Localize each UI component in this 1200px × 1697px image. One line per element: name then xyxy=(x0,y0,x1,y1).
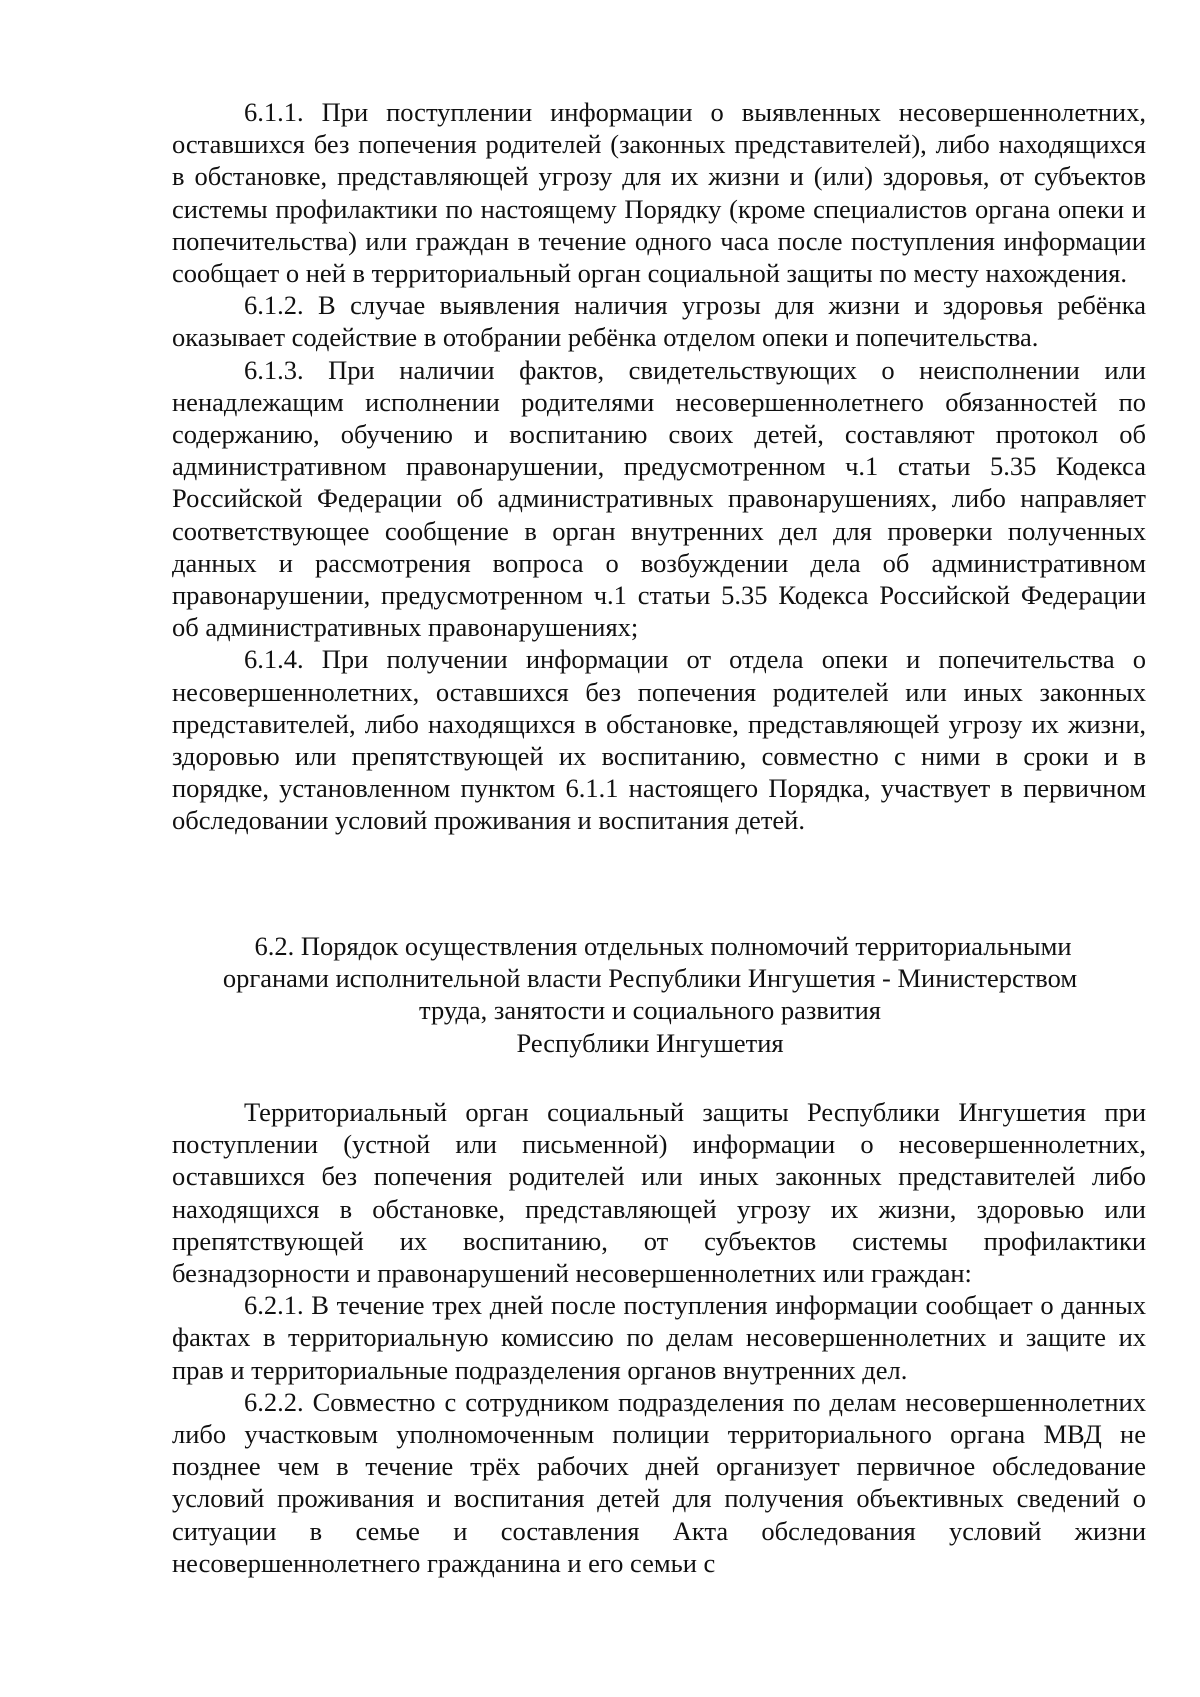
section-heading-line-4: Республики Ингушетия xyxy=(516,1027,784,1058)
paragraph-6-2-1: 6.2.1. В течение трех дней после поступления информации сообщает о данных фактах в территориальную комиссию по делам несовершеннолетних и защите их прав и территориальные подразделения органов внутренних дел. xyxy=(172,1290,1146,1385)
top-text-block xyxy=(172,96,1146,837)
section-heading-line-1: 6.2. Порядок осуществления отдельных полномочий территориальными xyxy=(254,931,1072,961)
paragraph-6-1-1: 6.1.1. При поступлении информации о выявленных несовершеннолетних, оставшихся без попечения родителей (законных представителей), либо находящихся в обстановке, представляющей угрозу для их жизни и (или) здоровья, от субъектов системы профилактики по настоящему Порядку (кроме специалистов органа опеки и попечительства) или граждан в течение одного часа после поступления информации сообщает о ней в территориальный орган социальной защиты по месту нахождения. xyxy=(172,97,1146,289)
section-heading-6-2 xyxy=(150,930,1150,1059)
section-heading-line-2: органами исполнительной власти Республики Ингушетия - Министерством xyxy=(222,963,1078,994)
paragraph-6-2-2: 6.2.2. Совместно с сотрудником подразделения по делам несовершеннолетних либо участковым уполномоченным полиции территориального органа МВД не позднее чем в течение трёх рабочих дней организует первичное обследование условий проживания и воспитания детей для получения объективных сведений о ситуации в семье и составления Акта обследования условий жизни несовершеннолетнего гражданина и его семьи с xyxy=(172,1386,1146,1578)
paragraph-intro-6-2: Территориальный орган социальный защиты Республики Ингушетия при поступлении (устной или письменной) информации о несовершеннолетних, оставшихся без попечения родителей или иных законных представителей либо находящихся в обстановке, представляющей угрозу их жизни, здоровью или препятствующей их воспитанию, от субъектов системы профилактики безнадзорности и правонарушений несовершеннолетних или граждан: xyxy=(172,1097,1146,1289)
paragraph-6-1-2: 6.1.2. В случае выявления наличия угрозы для жизни и здоровья ребёнка оказывает содействие в отобрании ребёнка отделом опеки и попечительства. xyxy=(172,290,1146,353)
section-heading-line-3: труда, занятости и социального развития xyxy=(419,995,881,1026)
paragraph-6-1-3: 6.1.3. При наличии фактов, свидетельствующих о неисполнении или ненадлежащим исполнении родителями несовершеннолетнего обязанностей по содержанию, обучению и воспитанию своих детей, составляют протокол об административном правонарушении, предусмотренном ч.1 статьи 5.35 Кодекса Российской Федерации об административных правонарушениях, либо направляет соответствующее сообщение в орган внутренних дел для проверки полученных данных и рассмотрения вопроса о возбуждении дела об административном правонарушении, предусмотренном ч.1 статьи 5.35 Кодекса Российской Федерации об административных правонарушениях; xyxy=(172,354,1146,643)
paragraph-6-1-4: 6.1.4. При получении информации от отдела опеки и попечительства о несовершеннолетних, оставшихся без попечения родителей или иных законных представителей, либо находящихся в обстановке, представляющей угрозу их жизни, здоровью или препятствующей их воспитанию, совместно с ними в сроки и в порядке, установленном пунктом 6.1.1 настоящего Порядка, участвует в первичном обследовании условий проживания и воспитания детей. xyxy=(172,644,1146,836)
bottom-text-block xyxy=(172,1096,1146,1579)
